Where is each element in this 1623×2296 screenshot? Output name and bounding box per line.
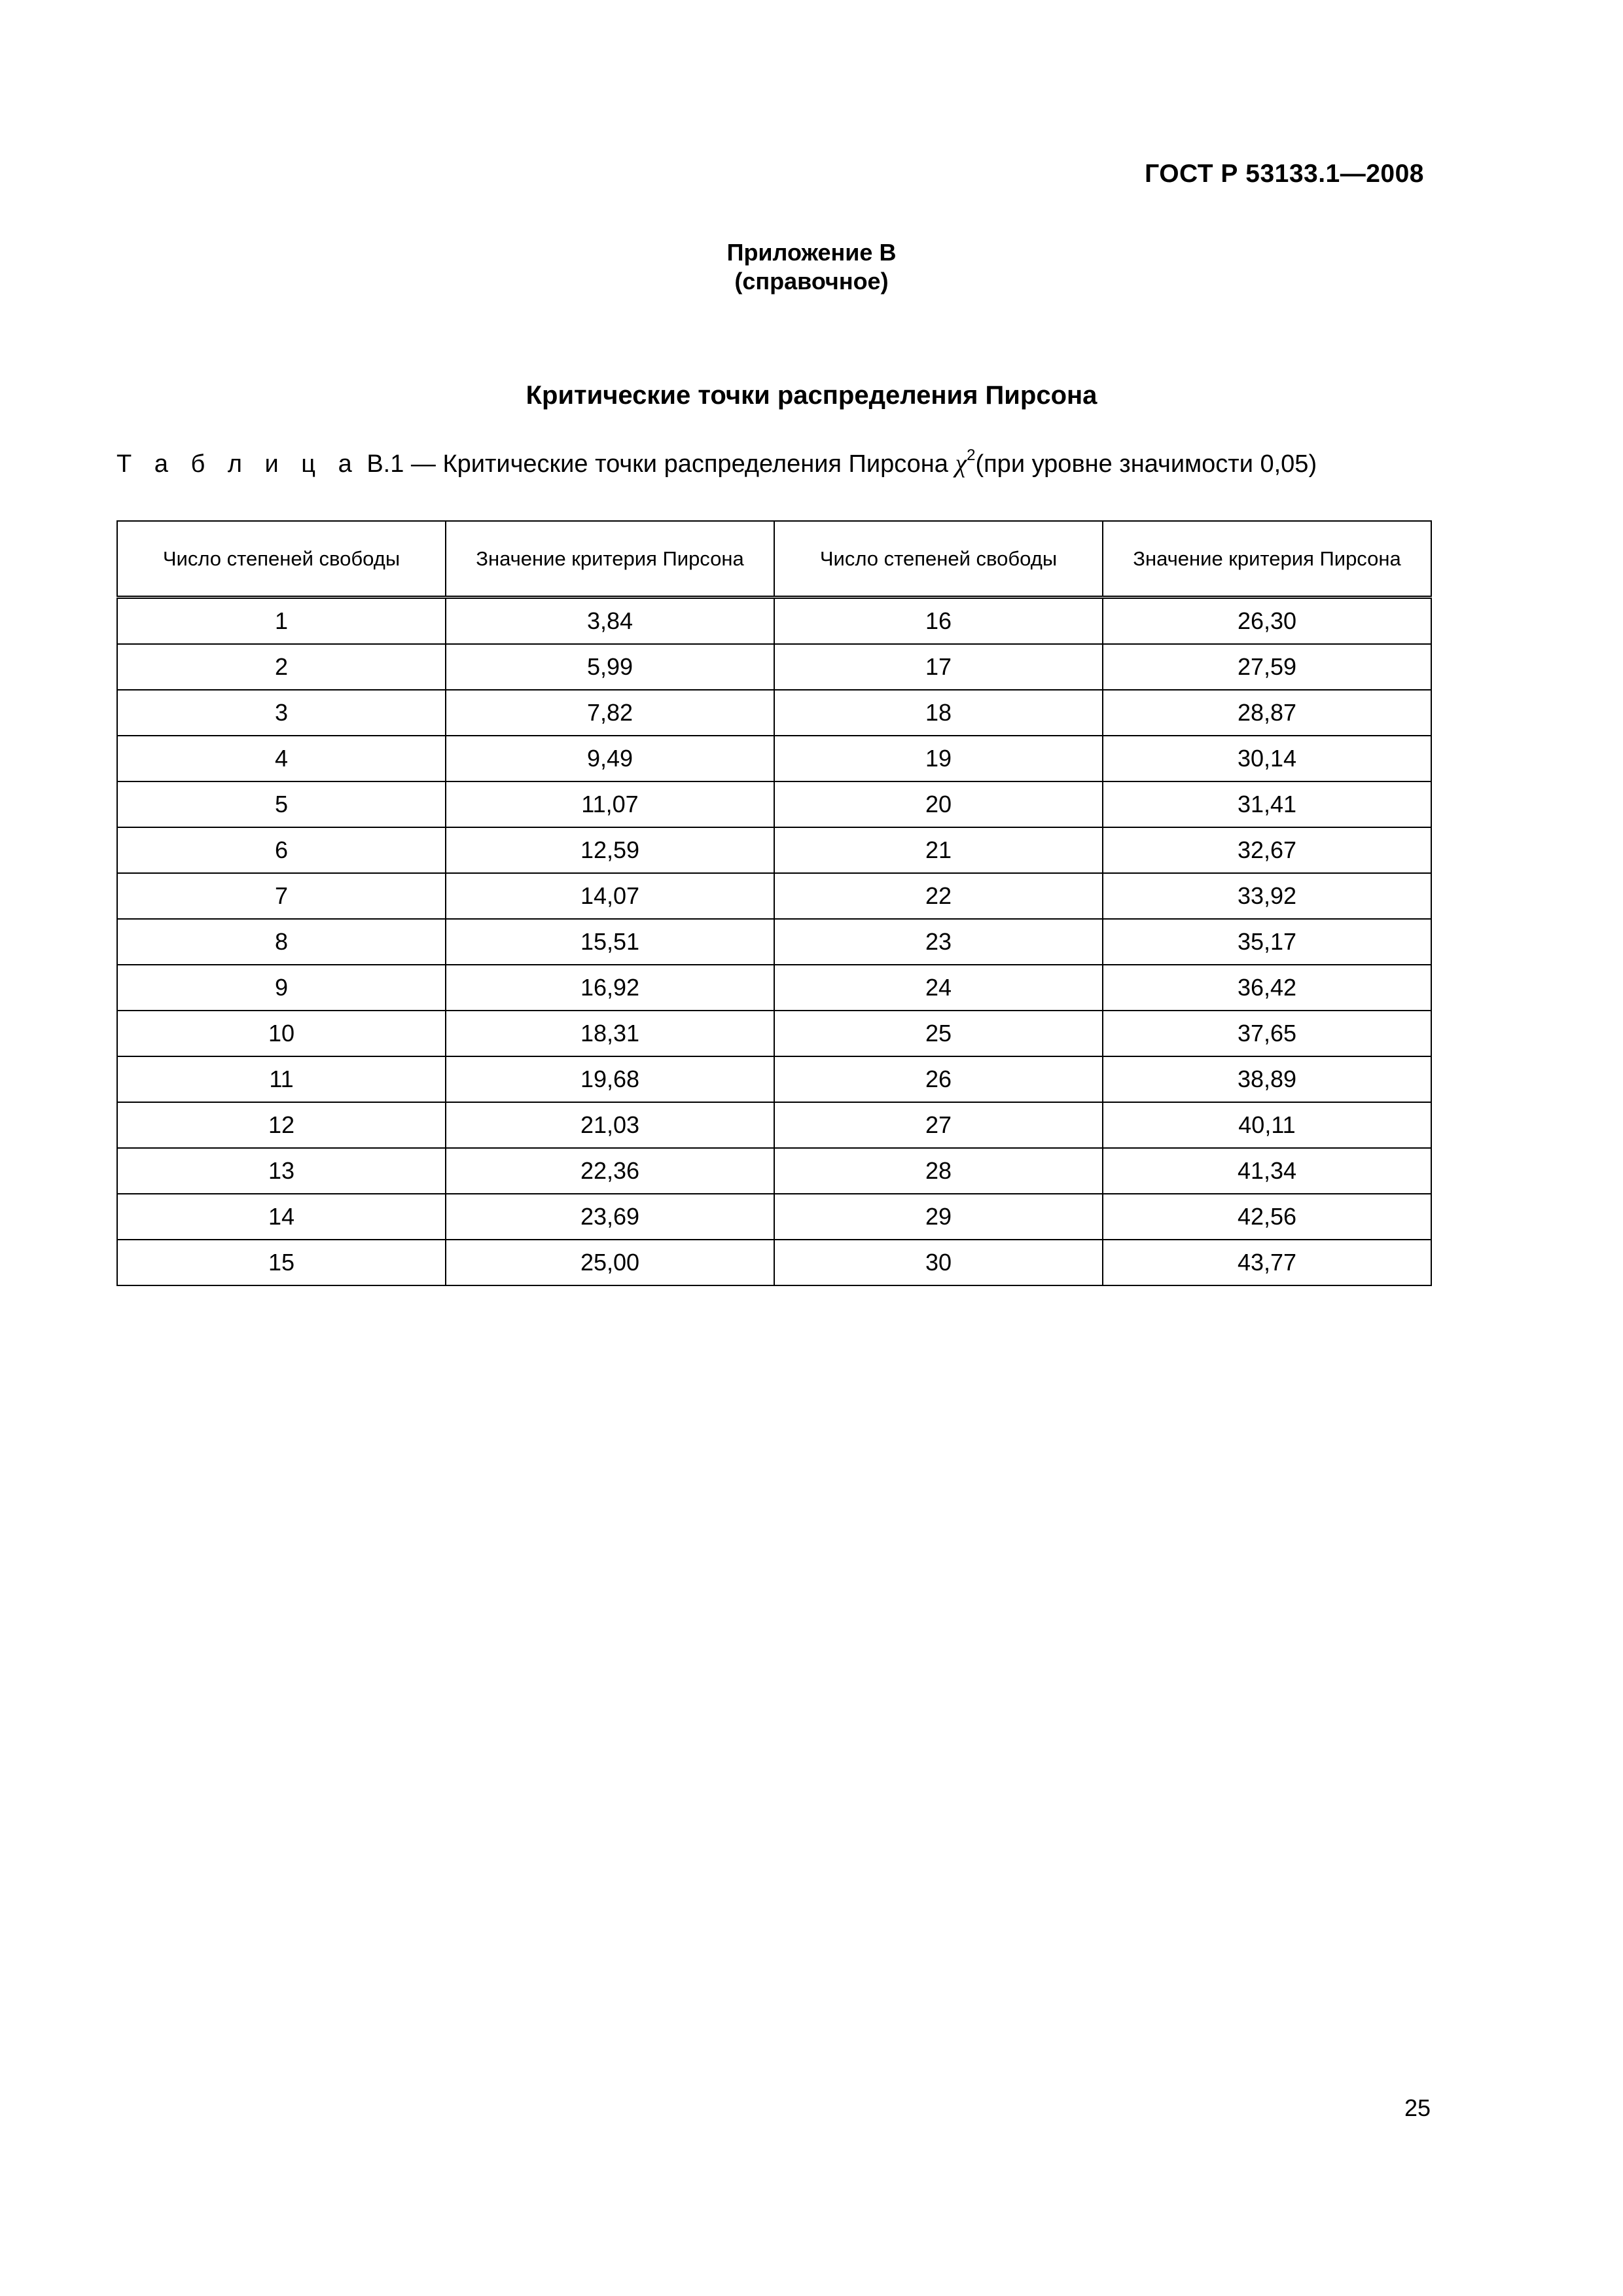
caption-number: В.1 — bbox=[366, 450, 436, 478]
table-cell: 26 bbox=[774, 1056, 1103, 1102]
table-row bbox=[117, 736, 1431, 781]
table-cell: 22,36 bbox=[446, 1148, 774, 1194]
table-cell: 43,77 bbox=[1103, 1240, 1431, 1285]
section-title: Критические точки распределения Пирсона bbox=[526, 381, 1097, 410]
table-row bbox=[117, 644, 1431, 690]
table-row bbox=[117, 1102, 1431, 1148]
table-cell: 40,11 bbox=[1103, 1102, 1431, 1148]
table-row bbox=[117, 873, 1431, 919]
table-cell: 15 bbox=[117, 1240, 446, 1285]
table-cell: 5,99 bbox=[446, 644, 774, 690]
table-cell: 3 bbox=[117, 690, 446, 736]
table-header-row bbox=[117, 521, 1431, 598]
table-cell: 8 bbox=[117, 919, 446, 965]
table-cell: 21,03 bbox=[446, 1102, 774, 1148]
table-row bbox=[117, 781, 1431, 827]
table-row bbox=[117, 690, 1431, 736]
table-cell: 25,00 bbox=[446, 1240, 774, 1285]
table-cell: 36,42 bbox=[1103, 965, 1431, 1011]
table-cell: 16 bbox=[774, 598, 1103, 645]
table-cell: 28,87 bbox=[1103, 690, 1431, 736]
table-cell: 35,17 bbox=[1103, 919, 1431, 965]
caption-label: Т а б л и ц а bbox=[116, 450, 360, 478]
page-number: 25 bbox=[1404, 2094, 1431, 2121]
table-cell: 31,41 bbox=[1103, 781, 1431, 827]
table-cell: 7,82 bbox=[446, 690, 774, 736]
table-row bbox=[117, 1194, 1431, 1240]
table-cell: 16,92 bbox=[446, 965, 774, 1011]
table-cell: 27,59 bbox=[1103, 644, 1431, 690]
table-cell: 29 bbox=[774, 1194, 1103, 1240]
table-cell: 14 bbox=[117, 1194, 446, 1240]
column-header: Значение критерия Пирсона bbox=[1103, 521, 1431, 598]
table-cell: 30,14 bbox=[1103, 736, 1431, 781]
table-cell: 9,49 bbox=[446, 736, 774, 781]
table-cell: 32,67 bbox=[1103, 827, 1431, 873]
column-header: Число степеней свободы bbox=[117, 521, 446, 598]
table-row bbox=[117, 1148, 1431, 1194]
table-cell: 27 bbox=[774, 1102, 1103, 1148]
table-cell: 4 bbox=[117, 736, 446, 781]
table-cell: 10 bbox=[117, 1011, 446, 1056]
chi-symbol: χ bbox=[955, 448, 967, 478]
table-cell: 28 bbox=[774, 1148, 1103, 1194]
caption-suffix: (при уровне значимости 0,05) bbox=[975, 450, 1317, 478]
caption-text: Критические точки распределения Пирсона bbox=[442, 450, 948, 478]
caption-superscript: 2 bbox=[967, 446, 976, 465]
critical-points-table bbox=[116, 520, 1432, 1286]
table-caption bbox=[116, 448, 1317, 478]
table-cell: 7 bbox=[117, 873, 446, 919]
annex-title: Приложение В bbox=[726, 239, 897, 266]
table-cell: 41,34 bbox=[1103, 1148, 1431, 1194]
table-cell: 13 bbox=[117, 1148, 446, 1194]
table-cell: 33,92 bbox=[1103, 873, 1431, 919]
table-cell: 19 bbox=[774, 736, 1103, 781]
standard-code: ГОСТ Р 53133.1—2008 bbox=[1145, 160, 1424, 188]
table-cell: 15,51 bbox=[446, 919, 774, 965]
table-row bbox=[117, 1011, 1431, 1056]
table-cell: 17 bbox=[774, 644, 1103, 690]
table-cell: 18 bbox=[774, 690, 1103, 736]
table-cell: 3,84 bbox=[446, 598, 774, 645]
column-header: Число степеней свободы bbox=[774, 521, 1103, 598]
annex-status: (справочное) bbox=[734, 268, 889, 295]
table-cell: 22 bbox=[774, 873, 1103, 919]
table-cell: 2 bbox=[117, 644, 446, 690]
table-row bbox=[117, 965, 1431, 1011]
table-cell: 9 bbox=[117, 965, 446, 1011]
table-row bbox=[117, 1056, 1431, 1102]
table-row bbox=[117, 1240, 1431, 1285]
table-cell: 12,59 bbox=[446, 827, 774, 873]
table-row bbox=[117, 827, 1431, 873]
table-cell: 21 bbox=[774, 827, 1103, 873]
table-cell: 12 bbox=[117, 1102, 446, 1148]
annex-heading bbox=[0, 238, 1623, 296]
table-cell: 5 bbox=[117, 781, 446, 827]
table-cell: 6 bbox=[117, 827, 446, 873]
table-cell: 19,68 bbox=[446, 1056, 774, 1102]
table-cell: 24 bbox=[774, 965, 1103, 1011]
table-cell: 11,07 bbox=[446, 781, 774, 827]
table-cell: 14,07 bbox=[446, 873, 774, 919]
table-cell: 25 bbox=[774, 1011, 1103, 1056]
table-cell: 37,65 bbox=[1103, 1011, 1431, 1056]
table-cell: 26,30 bbox=[1103, 598, 1431, 645]
column-header: Значение критерия Пирсона bbox=[446, 521, 774, 598]
table-cell: 23,69 bbox=[446, 1194, 774, 1240]
table-cell: 38,89 bbox=[1103, 1056, 1431, 1102]
table-cell: 42,56 bbox=[1103, 1194, 1431, 1240]
table-row bbox=[117, 598, 1431, 645]
table-cell: 1 bbox=[117, 598, 446, 645]
table-cell: 18,31 bbox=[446, 1011, 774, 1056]
table-cell: 30 bbox=[774, 1240, 1103, 1285]
table-cell: 23 bbox=[774, 919, 1103, 965]
table-cell: 20 bbox=[774, 781, 1103, 827]
table-row bbox=[117, 919, 1431, 965]
table-cell: 11 bbox=[117, 1056, 446, 1102]
